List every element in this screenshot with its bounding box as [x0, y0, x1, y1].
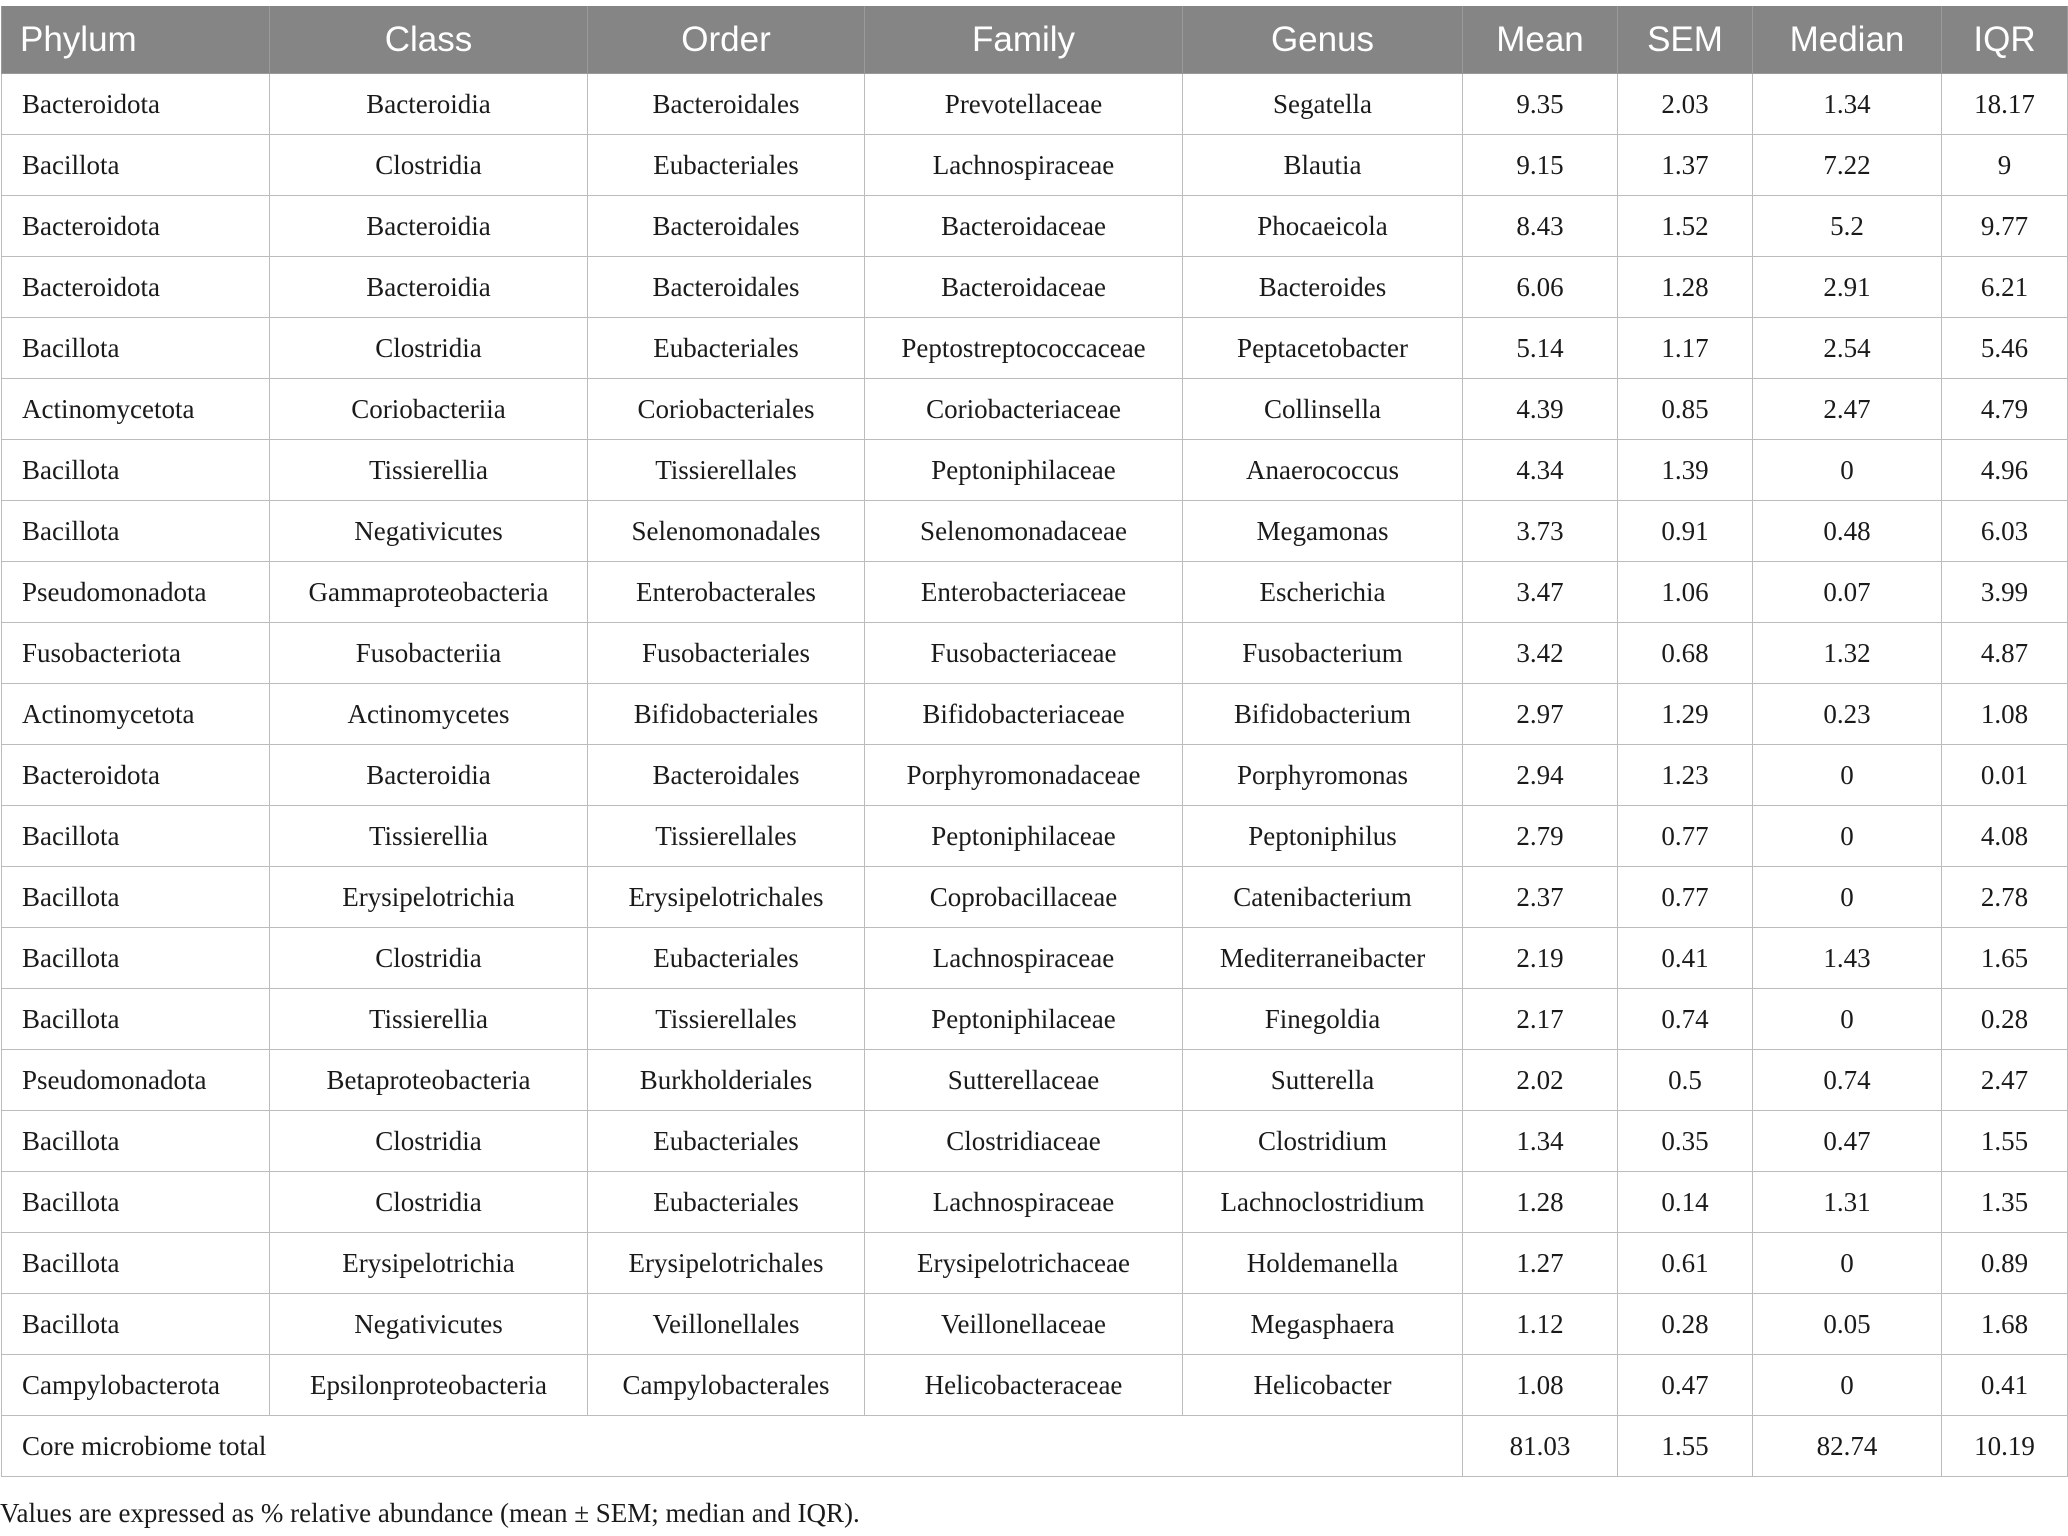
cell-mean: 3.47: [1463, 562, 1618, 623]
cell-family: Porphyromonadaceae: [865, 745, 1183, 806]
cell-median: 2.91: [1753, 257, 1942, 318]
cell-class: Tissierellia: [270, 806, 588, 867]
cell-iqr: 4.79: [1942, 379, 2068, 440]
table-row: [2, 623, 2068, 684]
cell-phylum: Bacillota: [2, 867, 270, 928]
cell-genus: Sutterella: [1183, 1050, 1463, 1111]
cell-class: Tissierellia: [270, 989, 588, 1050]
cell-class: Clostridia: [270, 1172, 588, 1233]
table-row: [2, 1050, 2068, 1111]
cell-order: Selenomonadales: [588, 501, 865, 562]
cell-genus: Megamonas: [1183, 501, 1463, 562]
cell-median: 5.2: [1753, 196, 1942, 257]
cell-phylum: Campylobacterota: [2, 1355, 270, 1416]
table-row: [2, 1172, 2068, 1233]
cell-mean: 1.08: [1463, 1355, 1618, 1416]
cell-mean: 5.14: [1463, 318, 1618, 379]
cell-sem: 1.28: [1618, 257, 1753, 318]
cell-iqr: 4.08: [1942, 806, 2068, 867]
cell-iqr: 5.46: [1942, 318, 2068, 379]
cell-median: 0: [1753, 867, 1942, 928]
cell-iqr: 0.28: [1942, 989, 2068, 1050]
cell-sem: 1.06: [1618, 562, 1753, 623]
cell-genus: Helicobacter: [1183, 1355, 1463, 1416]
cell-sem: 0.77: [1618, 867, 1753, 928]
table-row: [2, 562, 2068, 623]
cell-iqr: 0.89: [1942, 1233, 2068, 1294]
cell-genus: Lachnoclostridium: [1183, 1172, 1463, 1233]
cell-phylum: Bacillota: [2, 135, 270, 196]
cell-iqr: 3.99: [1942, 562, 2068, 623]
cell-median: 0: [1753, 989, 1942, 1050]
cell-mean: 9.15: [1463, 135, 1618, 196]
cell-iqr: 1.35: [1942, 1172, 2068, 1233]
cell-mean: 8.43: [1463, 196, 1618, 257]
cell-genus: Escherichia: [1183, 562, 1463, 623]
cell-mean: 1.34: [1463, 1111, 1618, 1172]
total-mean: 81.03: [1463, 1416, 1618, 1477]
cell-family: Peptoniphilaceae: [865, 989, 1183, 1050]
table-header: [2, 6, 2068, 74]
cell-median: 0: [1753, 806, 1942, 867]
cell-family: Peptoniphilaceae: [865, 440, 1183, 501]
column-header-phylum: Phylum: [2, 6, 270, 74]
cell-median: 7.22: [1753, 135, 1942, 196]
cell-order: Burkholderiales: [588, 1050, 865, 1111]
cell-order: Veillonellales: [588, 1294, 865, 1355]
cell-order: Coriobacteriales: [588, 379, 865, 440]
table-row: [2, 867, 2068, 928]
total-row: [2, 1416, 2068, 1477]
cell-sem: 0.35: [1618, 1111, 1753, 1172]
table-row: [2, 1233, 2068, 1294]
cell-family: Fusobacteriaceae: [865, 623, 1183, 684]
cell-class: Gammaproteobacteria: [270, 562, 588, 623]
cell-order: Enterobacterales: [588, 562, 865, 623]
cell-phylum: Bacillota: [2, 928, 270, 989]
cell-median: 0.48: [1753, 501, 1942, 562]
cell-iqr: 1.08: [1942, 684, 2068, 745]
cell-mean: 1.27: [1463, 1233, 1618, 1294]
cell-class: Negativicutes: [270, 1294, 588, 1355]
cell-median: 0: [1753, 1233, 1942, 1294]
table-row: [2, 1294, 2068, 1355]
cell-mean: 6.06: [1463, 257, 1618, 318]
cell-genus: Collinsella: [1183, 379, 1463, 440]
column-header-order: Order: [588, 6, 865, 74]
cell-iqr: 6.03: [1942, 501, 2068, 562]
cell-genus: Finegoldia: [1183, 989, 1463, 1050]
cell-phylum: Bacillota: [2, 1111, 270, 1172]
cell-family: Bacteroidaceae: [865, 196, 1183, 257]
cell-sem: 0.61: [1618, 1233, 1753, 1294]
cell-median: 1.34: [1753, 74, 1942, 135]
cell-genus: Megasphaera: [1183, 1294, 1463, 1355]
cell-sem: 0.85: [1618, 379, 1753, 440]
cell-iqr: 18.17: [1942, 74, 2068, 135]
cell-order: Eubacteriales: [588, 928, 865, 989]
total-iqr: 10.19: [1942, 1416, 2068, 1477]
cell-sem: 0.28: [1618, 1294, 1753, 1355]
cell-order: Tissierellales: [588, 806, 865, 867]
cell-median: 0.07: [1753, 562, 1942, 623]
cell-order: Eubacteriales: [588, 1111, 865, 1172]
cell-median: 0.47: [1753, 1111, 1942, 1172]
cell-class: Epsilonproteobacteria: [270, 1355, 588, 1416]
cell-order: Fusobacteriales: [588, 623, 865, 684]
cell-order: Bacteroidales: [588, 257, 865, 318]
cell-family: Lachnospiraceae: [865, 928, 1183, 989]
table-row: [2, 440, 2068, 501]
cell-sem: 0.91: [1618, 501, 1753, 562]
cell-order: Tissierellales: [588, 440, 865, 501]
cell-sem: 0.14: [1618, 1172, 1753, 1233]
cell-phylum: Bacillota: [2, 501, 270, 562]
cell-iqr: 1.55: [1942, 1111, 2068, 1172]
cell-class: Bacteroidia: [270, 257, 588, 318]
column-header-family: Family: [865, 6, 1183, 74]
cell-order: Eubacteriales: [588, 135, 865, 196]
cell-mean: 2.79: [1463, 806, 1618, 867]
cell-order: Tissierellales: [588, 989, 865, 1050]
cell-iqr: 1.68: [1942, 1294, 2068, 1355]
table-footnote: Values are expressed as % relative abundance (mean ± SEM; median and IQR).: [0, 1498, 860, 1528]
cell-class: Clostridia: [270, 928, 588, 989]
cell-family: Lachnospiraceae: [865, 135, 1183, 196]
cell-order: Erysipelotrichales: [588, 867, 865, 928]
header-row: [2, 6, 2068, 74]
cell-median: 0: [1753, 1355, 1942, 1416]
cell-class: Erysipelotrichia: [270, 1233, 588, 1294]
cell-iqr: 4.87: [1942, 623, 2068, 684]
cell-iqr: 1.65: [1942, 928, 2068, 989]
cell-family: Lachnospiraceae: [865, 1172, 1183, 1233]
cell-genus: Fusobacterium: [1183, 623, 1463, 684]
cell-iqr: 0.01: [1942, 745, 2068, 806]
cell-genus: Phocaeicola: [1183, 196, 1463, 257]
cell-mean: 4.39: [1463, 379, 1618, 440]
table-row: [2, 928, 2068, 989]
core-microbiome-table: [1, 6, 2068, 1477]
cell-genus: Holdemanella: [1183, 1233, 1463, 1294]
cell-genus: Peptoniphilus: [1183, 806, 1463, 867]
cell-order: Eubacteriales: [588, 1172, 865, 1233]
cell-phylum: Bacillota: [2, 1172, 270, 1233]
cell-mean: 3.42: [1463, 623, 1618, 684]
cell-phylum: Bacillota: [2, 1294, 270, 1355]
cell-class: Fusobacteriia: [270, 623, 588, 684]
cell-sem: 2.03: [1618, 74, 1753, 135]
table-row: [2, 806, 2068, 867]
cell-order: Erysipelotrichales: [588, 1233, 865, 1294]
table-row: [2, 1355, 2068, 1416]
cell-class: Actinomycetes: [270, 684, 588, 745]
cell-iqr: 9: [1942, 135, 2068, 196]
cell-sem: 0.77: [1618, 806, 1753, 867]
cell-mean: 4.34: [1463, 440, 1618, 501]
column-header-median: Median: [1753, 6, 1942, 74]
cell-order: Bacteroidales: [588, 745, 865, 806]
cell-phylum: Bacillota: [2, 989, 270, 1050]
cell-mean: 1.28: [1463, 1172, 1618, 1233]
cell-family: Bacteroidaceae: [865, 257, 1183, 318]
cell-median: 0.05: [1753, 1294, 1942, 1355]
cell-phylum: Fusobacteriota: [2, 623, 270, 684]
cell-phylum: Bacillota: [2, 440, 270, 501]
cell-median: 2.54: [1753, 318, 1942, 379]
cell-mean: 2.37: [1463, 867, 1618, 928]
cell-sem: 1.17: [1618, 318, 1753, 379]
cell-phylum: Bacillota: [2, 318, 270, 379]
column-header-iqr: IQR: [1942, 6, 2068, 74]
cell-family: Helicobacteraceae: [865, 1355, 1183, 1416]
cell-family: Peptostreptococcaceae: [865, 318, 1183, 379]
cell-sem: 0.68: [1618, 623, 1753, 684]
cell-family: Enterobacteriaceae: [865, 562, 1183, 623]
cell-order: Campylobacterales: [588, 1355, 865, 1416]
cell-sem: 1.52: [1618, 196, 1753, 257]
cell-sem: 1.39: [1618, 440, 1753, 501]
cell-mean: 2.97: [1463, 684, 1618, 745]
cell-genus: Peptacetobacter: [1183, 318, 1463, 379]
cell-phylum: Actinomycetota: [2, 684, 270, 745]
cell-order: Eubacteriales: [588, 318, 865, 379]
total-median: 82.74: [1753, 1416, 1942, 1477]
cell-genus: Mediterraneibacter: [1183, 928, 1463, 989]
table-row: [2, 501, 2068, 562]
cell-median: 0.23: [1753, 684, 1942, 745]
cell-class: Bacteroidia: [270, 196, 588, 257]
cell-phylum: Bacteroidota: [2, 74, 270, 135]
cell-family: Selenomonadaceae: [865, 501, 1183, 562]
cell-genus: Catenibacterium: [1183, 867, 1463, 928]
cell-mean: 2.17: [1463, 989, 1618, 1050]
cell-sem: 0.5: [1618, 1050, 1753, 1111]
cell-class: Coriobacteriia: [270, 379, 588, 440]
cell-median: 0: [1753, 745, 1942, 806]
cell-class: Tissierellia: [270, 440, 588, 501]
cell-family: Erysipelotrichaceae: [865, 1233, 1183, 1294]
cell-iqr: 2.47: [1942, 1050, 2068, 1111]
cell-class: Erysipelotrichia: [270, 867, 588, 928]
cell-family: Bifidobacteriaceae: [865, 684, 1183, 745]
cell-genus: Clostridium: [1183, 1111, 1463, 1172]
cell-mean: 1.12: [1463, 1294, 1618, 1355]
cell-mean: 3.73: [1463, 501, 1618, 562]
cell-median: 1.43: [1753, 928, 1942, 989]
cell-class: Bacteroidia: [270, 74, 588, 135]
cell-genus: Blautia: [1183, 135, 1463, 196]
cell-sem: 0.74: [1618, 989, 1753, 1050]
cell-class: Bacteroidia: [270, 745, 588, 806]
cell-family: Clostridiaceae: [865, 1111, 1183, 1172]
cell-order: Bacteroidales: [588, 74, 865, 135]
cell-phylum: Bacteroidota: [2, 745, 270, 806]
cell-phylum: Bacillota: [2, 806, 270, 867]
cell-class: Negativicutes: [270, 501, 588, 562]
cell-sem: 1.29: [1618, 684, 1753, 745]
cell-phylum: Bacillota: [2, 1233, 270, 1294]
cell-median: 2.47: [1753, 379, 1942, 440]
cell-phylum: Pseudomonadota: [2, 562, 270, 623]
cell-phylum: Bacteroidota: [2, 257, 270, 318]
cell-genus: Anaerococcus: [1183, 440, 1463, 501]
table-row: [2, 989, 2068, 1050]
cell-median: 0.74: [1753, 1050, 1942, 1111]
cell-order: Bifidobacteriales: [588, 684, 865, 745]
cell-mean: 2.94: [1463, 745, 1618, 806]
cell-family: Coprobacillaceae: [865, 867, 1183, 928]
cell-class: Betaproteobacteria: [270, 1050, 588, 1111]
cell-phylum: Bacteroidota: [2, 196, 270, 257]
table-row: [2, 318, 2068, 379]
total-label: Core microbiome total: [2, 1416, 1463, 1477]
cell-family: Veillonellaceae: [865, 1294, 1183, 1355]
table-body: [2, 74, 2068, 1477]
table-row: [2, 135, 2068, 196]
cell-iqr: 4.96: [1942, 440, 2068, 501]
cell-family: Coriobacteriaceae: [865, 379, 1183, 440]
cell-median: 1.32: [1753, 623, 1942, 684]
cell-median: 0: [1753, 440, 1942, 501]
cell-sem: 1.23: [1618, 745, 1753, 806]
cell-median: 1.31: [1753, 1172, 1942, 1233]
cell-sem: 0.47: [1618, 1355, 1753, 1416]
cell-mean: 2.02: [1463, 1050, 1618, 1111]
cell-sem: 1.37: [1618, 135, 1753, 196]
table-row: [2, 684, 2068, 745]
table-row: [2, 257, 2068, 318]
cell-mean: 9.35: [1463, 74, 1618, 135]
cell-iqr: 6.21: [1942, 257, 2068, 318]
cell-class: Clostridia: [270, 318, 588, 379]
column-header-mean: Mean: [1463, 6, 1618, 74]
cell-genus: Segatella: [1183, 74, 1463, 135]
cell-order: Bacteroidales: [588, 196, 865, 257]
cell-iqr: 2.78: [1942, 867, 2068, 928]
cell-phylum: Pseudomonadota: [2, 1050, 270, 1111]
cell-genus: Bifidobacterium: [1183, 684, 1463, 745]
cell-class: Clostridia: [270, 1111, 588, 1172]
cell-genus: Bacteroides: [1183, 257, 1463, 318]
table-row: [2, 745, 2068, 806]
table-row: [2, 196, 2068, 257]
cell-iqr: 0.41: [1942, 1355, 2068, 1416]
column-header-genus: Genus: [1183, 6, 1463, 74]
column-header-class: Class: [270, 6, 588, 74]
cell-genus: Porphyromonas: [1183, 745, 1463, 806]
column-header-sem: SEM: [1618, 6, 1753, 74]
total-sem: 1.55: [1618, 1416, 1753, 1477]
cell-iqr: 9.77: [1942, 196, 2068, 257]
cell-mean: 2.19: [1463, 928, 1618, 989]
cell-class: Clostridia: [270, 135, 588, 196]
table-row: [2, 379, 2068, 440]
cell-phylum: Actinomycetota: [2, 379, 270, 440]
table-row: [2, 74, 2068, 135]
table-row: [2, 1111, 2068, 1172]
cell-family: Peptoniphilaceae: [865, 806, 1183, 867]
cell-family: Sutterellaceae: [865, 1050, 1183, 1111]
cell-sem: 0.41: [1618, 928, 1753, 989]
cell-family: Prevotellaceae: [865, 74, 1183, 135]
